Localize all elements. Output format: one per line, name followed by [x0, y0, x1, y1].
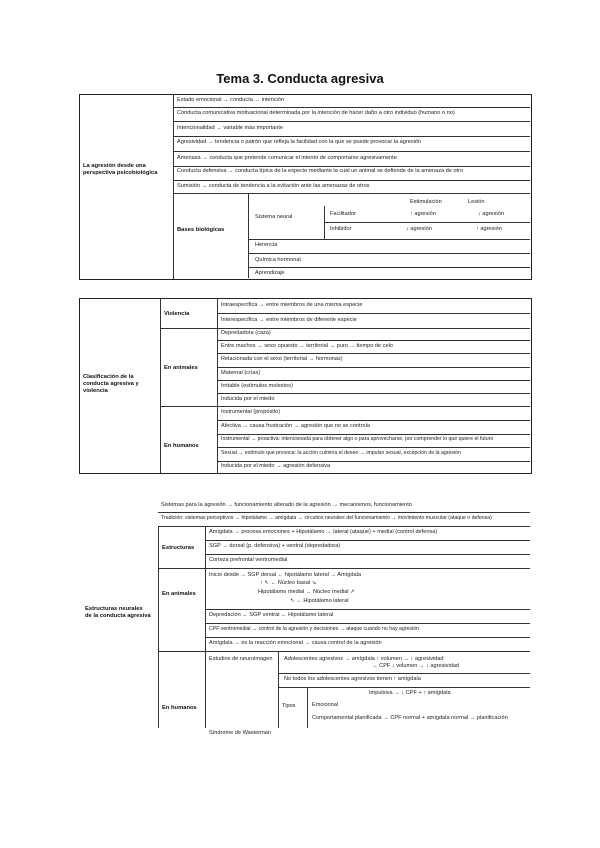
quimica-label: Química hormonal — [255, 257, 301, 263]
humanos-row: Inducida por el miedo → agresión defensiva — [221, 463, 331, 469]
bases-label: Bases biológicas — [177, 227, 225, 233]
definition-row: Conducta comunicativa motivacional determinada por la intención de hacer daño a otro individuo (humano o no) — [177, 110, 455, 116]
circuit-line: ↖ ← Hipotálamo lateral — [290, 598, 349, 604]
facilitador-label: Facilitador — [330, 211, 356, 217]
animales-row: Inducida por el miedo — [221, 396, 275, 402]
page-title: Tema 3. Conducta agresiva — [216, 71, 384, 86]
tipo-emocional: Emocional — [312, 702, 339, 708]
circuit-line: Inicio desde → SGP dorsal ← hipotálamo lateral → Amígdala — [209, 572, 361, 578]
aprendizaje-label: Aprendizaje — [255, 270, 285, 276]
animales-row: Irritable (estímulos molestos) — [221, 383, 293, 389]
section-neural-label: Estructuras neurales de la conducta agresiva — [85, 606, 151, 619]
inh-lesion: ↑ agresión — [476, 226, 502, 232]
sistema-neural-label: Sistema neural — [255, 214, 293, 220]
humanos-label: En humanos — [164, 443, 199, 449]
animales-row: Entre machos → sexo opuesto → territorial → puro → tiempo de celo — [221, 343, 393, 349]
herencia-label: Herencia — [255, 242, 278, 248]
humanos-row: Instrumental → proactiva: intencionada para obtener algo o para aprovecharse, por comprender lo que quiere el futuro — [221, 436, 494, 442]
definition-row: Sumisión → conducta de tendencia a la evitación ante las amenazas de otros — [177, 183, 370, 189]
tipo-premeditada: Comportamental planificada → CPF normal + amígdala normal → planificación — [312, 715, 508, 721]
violencia-row: Intraespecífica → entre miembros de una misma especie — [221, 302, 363, 308]
stim-header: Estimulación — [410, 199, 442, 205]
definition-row: Amenaza → conducta que pretende comunicar el intento de comportarse agresivamente — [177, 155, 397, 161]
circuit-line: CPF ventromedial → control de la agresión y decisiones → ataque cuando no hay agresión — [209, 626, 419, 632]
animales-label: En animales — [164, 365, 198, 371]
footer-note: Síndrome de Wasterman — [209, 730, 271, 736]
neuroimagen-row: Adolescentes agresivos → amígdala ↑ volumen → ↑ agresividad — [284, 656, 444, 662]
circuit-line: Hipotálamo medial ← Núcleo medial ↗ — [258, 589, 355, 595]
animales-row: Maternal (crías) — [221, 370, 261, 376]
humanos-row: Sexual → estímulo que provoca: la acción culmina el deseo → impulso sexual, excepción de la agresión — [221, 450, 461, 456]
estructuras-row: Amígdala → procesa emociones + Hipotálamo → lateral (ataque) + medial (control defensa) — [209, 529, 438, 535]
animales-row: Depredadora (caza) — [221, 330, 271, 336]
inhibidor-label: Inhibidor — [330, 226, 352, 232]
neuroimagen-row: No todos los adolescentes agresivos tienen ↑ amígdala — [284, 676, 421, 682]
definition-row: Estado emocional → conducta → intención — [177, 97, 284, 103]
estructuras-row: Corteza prefrontal ventromedial — [209, 557, 288, 563]
estructuras-label: Estructuras — [162, 545, 195, 551]
neural-intro-line: Tradición: sistemas perceptivos → hipotálamo → amígdala → circuitos neurales del funcionamiento → movimiento muscular (ataque o defensa) — [161, 515, 492, 521]
violencia-label: Violencia — [164, 311, 190, 317]
definition-row: Intencionalidad → variable más importante — [177, 125, 284, 131]
lesion-header: Lesión — [468, 199, 485, 205]
humanos-row: Instrumental (propósito) — [221, 409, 281, 415]
estructuras-row: SGP → dorsal (p. defensiva) + ventral (depredadora) — [209, 543, 341, 549]
violencia-row: Interespecífica → entre miembros de diferente especie — [221, 317, 357, 323]
section-classification-label: Clasificación de la conducta agresiva y violencia — [83, 374, 139, 394]
humanos-row: Afectiva → causa frustración → agresión que no se controla — [221, 423, 370, 429]
inh-stim: ↓ agresión — [406, 226, 432, 232]
neuroimagen-row: → CPF ↓ volumen → ↓ agresividad — [372, 663, 460, 669]
humanos-neural-label: En humanos — [162, 705, 197, 711]
circuit-line: Amígdala → es la reacción emocional → causa control de la agresión — [209, 640, 382, 646]
animales-neural-label: En animales — [162, 591, 196, 597]
definition-row: Agresividad → tendencia o patrón que refleja la facilidad con la que se puede provocar la agresión — [177, 139, 422, 145]
tipos-label: Tipos — [282, 703, 296, 709]
definition-row: Conducta defensiva → conducta típica de la especie mediante la cual un animal se defiende de la amenaza de otro — [177, 168, 464, 174]
fac-stim: ↑ agresión — [410, 211, 436, 217]
animales-row: Relacionada con el sexo (territorial → hormonas) — [221, 356, 343, 362]
circuit-line: Depredación ← SGP ventral ← Hipotálamo lateral — [209, 612, 334, 618]
tipo-impulsiva: Impulsiva → ↓ CPF + ↑ amígdala — [369, 690, 451, 696]
neural-intro-line: Sistemas para la agresión → funcionamiento alterado de la agresión → mecanismos, funcionamiento — [161, 502, 412, 508]
circuit-line: ↑ ↖ ← Núcleo basal ↘ — [260, 580, 317, 586]
section-perspective-label: La agresión desde una perspectiva psicobiológica — [83, 163, 158, 176]
estudios-neuroimagen-label: Estudios de neuroimagen — [209, 656, 273, 662]
fac-lesion: ↓ agresión — [478, 211, 504, 217]
